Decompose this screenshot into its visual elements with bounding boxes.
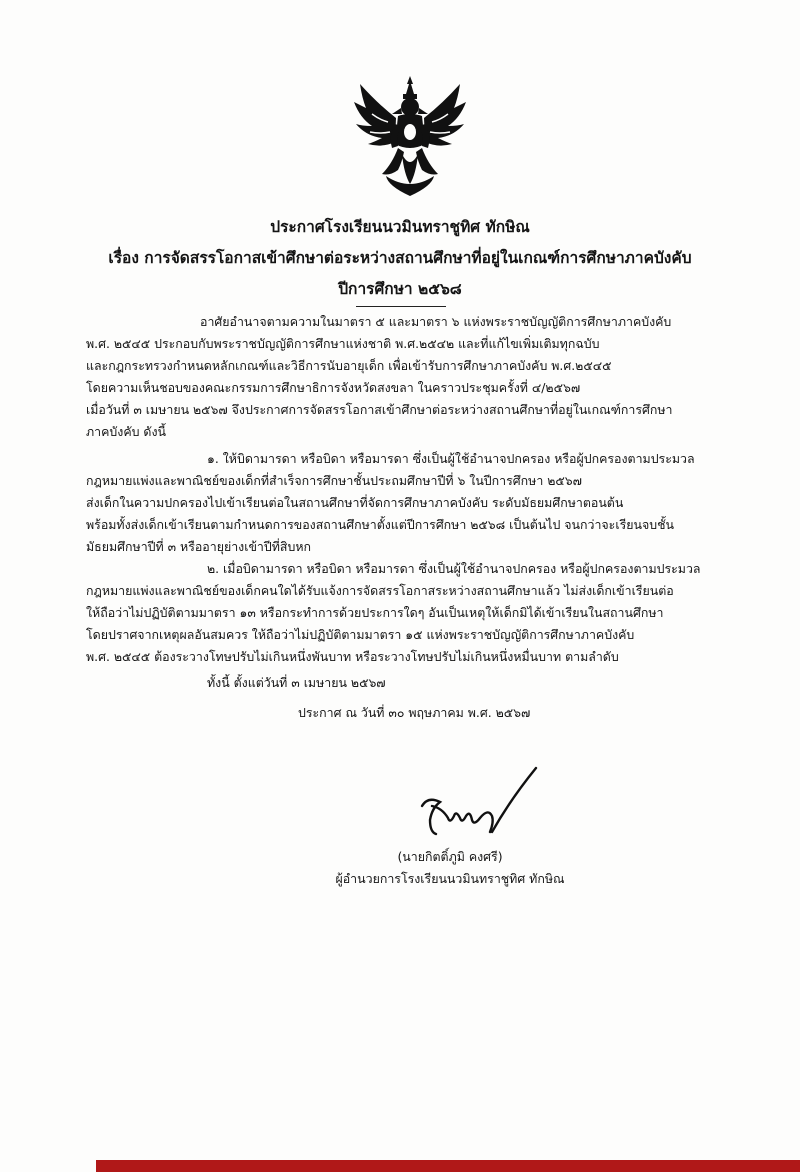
header-divider [356,306,446,307]
announcement-header [60,212,740,305]
clause-1-line: พร้อมทั้งส่งเด็กเข้าเรียนตามกำหนดการของสถานศึกษาตั้งแต่ปีการศึกษา ๒๕๖๘ เป็นต้นไป จนกว่าจะเรียนจบชั้น [86,517,674,532]
intro-line: และกฎกระทรวงกำหนดหลักเกณฑ์และวิธีการนับอายุเด็ก เพื่อเข้ารับการศึกษาภาคบังคับ พ.ศ.๒๕๔๕ [86,358,612,373]
intro-line: เมื่อวันที่ ๓ เมษายน ๒๕๖๗ จึงประกาศการจัดสรรโอกาสเข้าศึกษาต่อระหว่างสถานศึกษาที่อยู่ในเกณฑ์การศึกษา [86,402,673,417]
clause-1-line: ๑. ให้บิดามารดา หรือบิดา หรือมารดา ซึ่งเป็นผู้ใช้อำนาจปกครอง หรือผู้ปกครองตามประมวล [207,451,695,466]
signature-icon [418,762,542,854]
academic-year: ปีการศึกษา ๒๕๖๘ [338,280,462,298]
intro-line: อาศัยอำนาจตามความในมาตรา ๕ และมาตรา ๖ แห่งพระราชบัญญัติการศึกษาภาคบังคับ [200,314,672,329]
clause-2-line: โดยปราศจากเหตุผลอันสมควร ให้ถือว่าไม่ปฏิบัติตามมาตรา ๑๕ แห่งพระราชบัญญัติการศึกษาภาคบังคับ [86,627,635,642]
intro-line: โดยความเห็นชอบของคณะกรรมการศึกษาธิการจังหวัดสงขลา ในคราวประชุมครั้งที่ ๔/๒๕๖๗ [86,380,581,395]
effective-date: ทั้งนี้ ตั้งแต่วันที่ ๓ เมษายน ๒๕๖๗ [207,675,386,690]
intro-line: พ.ศ. ๒๕๔๕ ประกอบกับพระราชบัญญัติการศึกษาแห่งชาติ พ.ศ.๒๕๔๒ และที่แก้ไขเพิ่มเติมทุกฉบับ [86,336,600,351]
garuda-emblem-icon [352,74,468,198]
page-bottom-edge [96,1160,800,1172]
announcement-title: ประกาศโรงเรียนนวมินทราชูทิศ ทักษิณ [270,218,530,236]
clause-2-line: พ.ศ. ๒๕๔๕ ต้องระวางโทษปรับไม่เกินหนึ่งพันบาท หรือระวางโทษปรับไม่เกินหนึ่งหมื่นบาท ตามลำดับ [86,649,619,664]
signer-block [300,846,600,890]
clause-2-line: ๒. เมื่อบิดามารดา หรือบิดา หรือมารดา ซึ่งเป็นผู้ใช้อำนาจปกครอง หรือผู้ปกครองตามประมวล [207,561,701,576]
clause-2-line: กฎหมายแพ่งและพาณิชย์ของเด็กคนใดได้รับแจ้งการจัดสรรโอกาสระหว่างสถานศึกษาแล้ว ไม่ส่งเด็กเข้าเรียนต่อ [86,583,674,598]
clause-1-line: มัธยมศึกษาปีที่ ๓ หรืออายุย่างเข้าปีที่สิบหก [86,539,312,554]
announcement-body [86,311,706,724]
signer-name: (นายกิตติ์ภูมิ คงศรี) [397,849,503,864]
clause-1-line: กฎหมายแพ่งและพาณิชย์ของเด็กที่สำเร็จการศึกษาชั้นประถมศึกษาปีที่ ๖ ในปีการศึกษา ๒๕๖๗ [86,473,582,488]
intro-line: ภาคบังคับ ดังนี้ [86,424,166,439]
announcement-date: ประกาศ ณ วันที่ ๓๐ พฤษภาคม พ.ศ. ๒๕๖๗ [298,705,531,720]
clause-1-line: ส่งเด็กในความปกครองไปเข้าเรียนต่อในสถานศึกษาที่จัดการศึกษาภาคบังคับ ระดับมัธยมศึกษาตอนต้น [86,495,624,510]
announcement-subject: เรื่อง การจัดสรรโอกาสเข้าศึกษาต่อระหว่างสถานศึกษาที่อยู่ในเกณฑ์การศึกษาภาคบังคับ [108,249,692,267]
clause-2-line: ให้ถือว่าไม่ปฏิบัติตามมาตรา ๑๓ หรือกระทำการด้วยประการใดๆ อันเป็นเหตุให้เด็กมิได้เข้าเรียนในสถานศึกษา [86,605,664,620]
signer-position: ผู้อำนวยการโรงเรียนนวมินทราชูทิศ ทักษิณ [335,871,565,886]
